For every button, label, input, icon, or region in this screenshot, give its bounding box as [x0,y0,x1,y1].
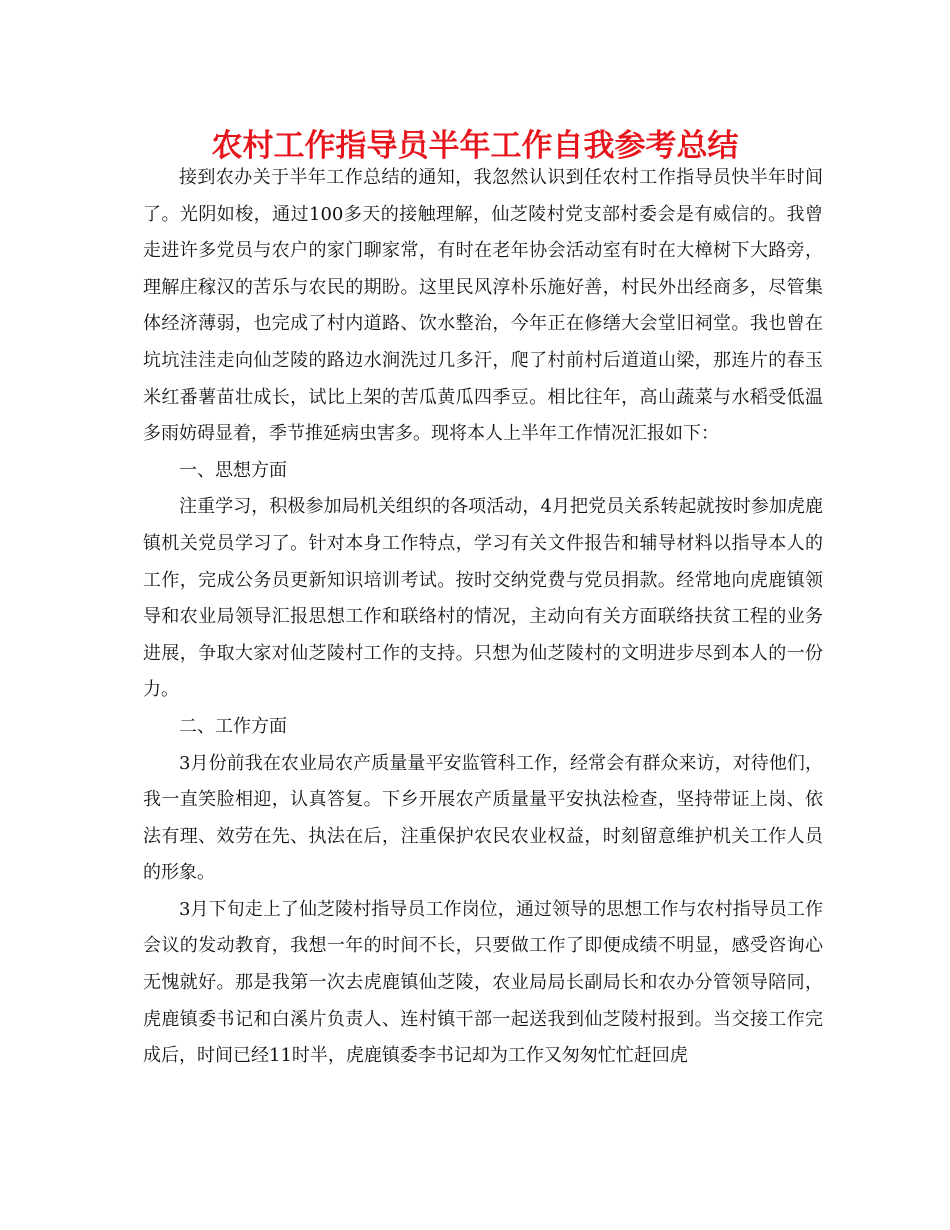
section-heading-work: 二、工作方面 [179,715,287,737]
intro-paragraph: 接到农办关于半年工作总结的通知，我忽然认识到任农村工作指导员快半年时间了。光阴如梭，通过100多天的接触理解，仙芝陵村党支部村委会是有威信的。我曾走进许多党员与农户的家门聊家常，有时在老年协会活动室有时在大樟树下大路旁，理解庄稼汉的苦乐与农民的期盼。这里民风淳朴乐施好善，村民外出经商多，尽管集体经济薄弱，也完成了村内道路、饮水整治，今年正在修缮大会堂旧祠堂。我也曾在坑坑洼洼走向仙芝陵的路边水涧洗过几多汗，爬了村前村后道道山梁，那连片的春玉米红番薯苗壮成长，试比上架的苦瓜黄瓜四季豆。相比往年，高山蔬菜与水稻受低温多雨妨碍显着，季节推延病虫害多。现将本人上半年工作情况汇报如下： [143,167,823,445]
work-paragraph-1: 3月份前我在农业局农产质量量平安监管科工作，经常会有群众来访，对待他们，我一直笑脸相迎，认真答复。下乡开展农产质量量平安执法检查，坚持带证上岗、依法有理、效劳在先、执法在后，注重保护农民农业权益，时刻留意维护机关工作人员的形象。 [143,752,823,884]
document-body [143,160,823,1075]
thought-paragraph: 注重学习，积极参加局机关组织的各项活动，4月把党员关系转起就按时参加虎鹿镇机关党员学习了。针对本身工作特点，学习有关文件报告和辅导材料以指导本人的工作，完成公务员更新知识培训考试。按时交纳党费与党员捐款。经常地向虎鹿镇领导和农业局领导汇报思想工作和联络村的情况，主动向有关方面联络扶贫工程的业务进展，争取大家对仙芝陵村工作的支持。只想为仙芝陵村的文明进步尽到本人的一份力。 [143,496,823,701]
document-title: 农村工作指导员半年工作自我参考总结 [211,128,739,164]
work-paragraph-2: 3月下旬走上了仙芝陵村指导员工作岗位，通过领导的思想工作与农村指导员工作会议的发动教育，我想一年的时间不长，只要做工作了即便成绩不明显，感受咨询心无愧就好。那是我第一次去虎鹿镇仙芝陵，农业局局长副局长和农办分管领导陪同，虎鹿镇委书记和白溪片负责人、连村镇干部一起送我到仙芝陵村报到。当交接工作完成后，时间已经11时半，虎鹿镇委李书记却为工作又匆匆忙忙赶回虎 [143,898,823,1067]
section-heading-thought: 一、思想方面 [179,459,287,481]
